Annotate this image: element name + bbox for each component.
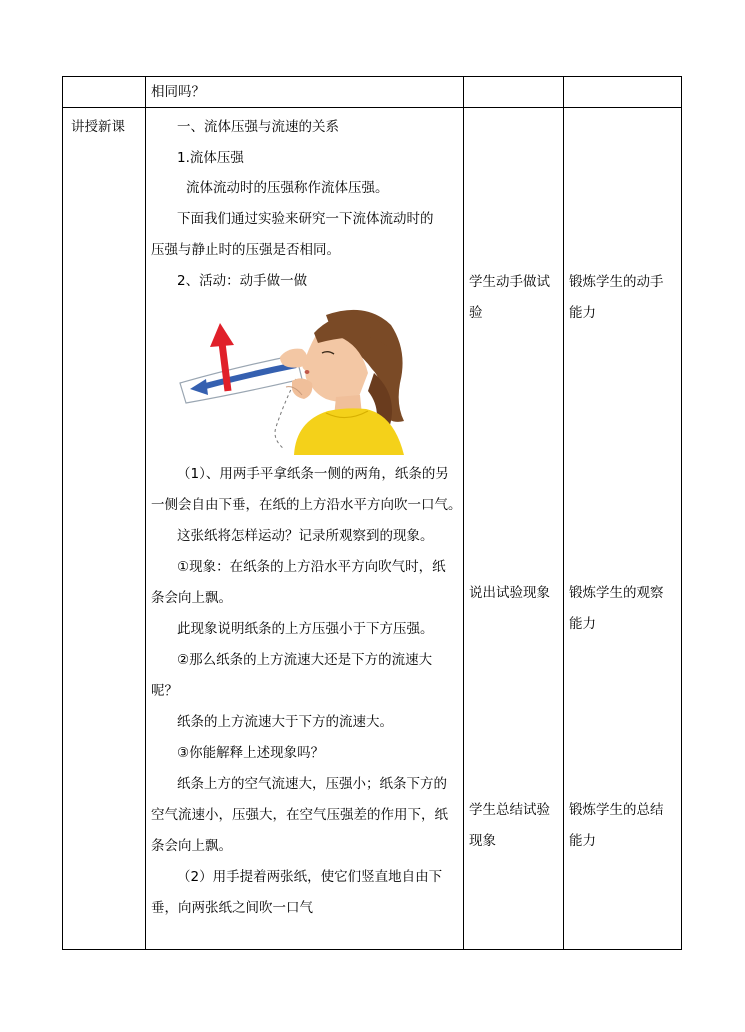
student-activity: 说出试验现象 xyxy=(469,585,550,601)
content-line: （1）、用两手平拿纸条一侧的两角，纸条的另 xyxy=(177,466,449,482)
design-purpose: 能力 xyxy=(569,305,596,321)
design-purpose: 锻炼学生的观察 xyxy=(569,585,664,601)
content-line: ①现象：在纸条的上方沿水平方向吹气时，纸 xyxy=(177,559,446,575)
row-divider xyxy=(63,107,681,108)
content-line: （2）用手提着两张纸，使它们竖直地自由下 xyxy=(177,869,443,885)
design-purpose: 锻炼学生的总结 xyxy=(569,802,664,818)
row1-content: 相同吗？ xyxy=(151,84,205,100)
content-line: 此现象说明纸条的上方压强小于下方压强。 xyxy=(177,621,434,637)
content-line: 流体流动时的压强称作流体压强。 xyxy=(186,180,389,196)
content-line: 空气流速小，压强大，在空气压强差的作用下，纸 xyxy=(151,807,448,823)
design-purpose: 能力 xyxy=(569,616,596,632)
design-purpose: 能力 xyxy=(569,833,596,849)
design-purpose: 锻炼学生的动手 xyxy=(569,274,664,290)
content-line: 纸条的上方流速大于下方的流速大。 xyxy=(177,714,393,730)
heading-line: 一、流体压强与流速的关系 xyxy=(177,119,339,135)
section-label: 讲授新课 xyxy=(71,119,125,135)
student-activity: 学生动手做试 xyxy=(469,274,550,290)
column-divider xyxy=(563,77,564,949)
content-line: 条会向上飘。 xyxy=(151,838,232,854)
content-line: 呢？ xyxy=(151,683,178,699)
content-line: 条会向上飘。 xyxy=(151,590,232,606)
lesson-table xyxy=(62,76,682,950)
student-activity: 验 xyxy=(469,305,483,321)
subheading-line: 2、活动：动手做一做 xyxy=(177,273,308,289)
content-line: 这张纸将怎样运动？记录所观察到的现象。 xyxy=(177,528,434,544)
column-divider xyxy=(145,77,146,949)
content-line: 一侧会自由下垂，在纸的上方沿水平方向吹一口气。 xyxy=(151,497,462,513)
content-line: 垂，向两张纸之间吹一口气 xyxy=(151,900,313,916)
content-line: ③你能解释上述现象吗？ xyxy=(177,745,325,761)
column-divider xyxy=(463,77,464,949)
content-line: ②那么纸条的上方流速大还是下方的流速大 xyxy=(177,652,433,668)
subheading-line: 1.流体压强 xyxy=(177,150,244,166)
student-activity: 学生总结试验 xyxy=(469,802,550,818)
student-activity: 现象 xyxy=(469,833,496,849)
girl-blowing-paper-illustration xyxy=(176,303,408,455)
content-line: 纸条上方的空气流速大，压强小；纸条下方的 xyxy=(177,776,447,792)
content-line: 下面我们通过实验来研究一下流体流动时的 xyxy=(177,211,434,227)
content-line: 压强与静止时的压强是否相同。 xyxy=(151,242,340,258)
